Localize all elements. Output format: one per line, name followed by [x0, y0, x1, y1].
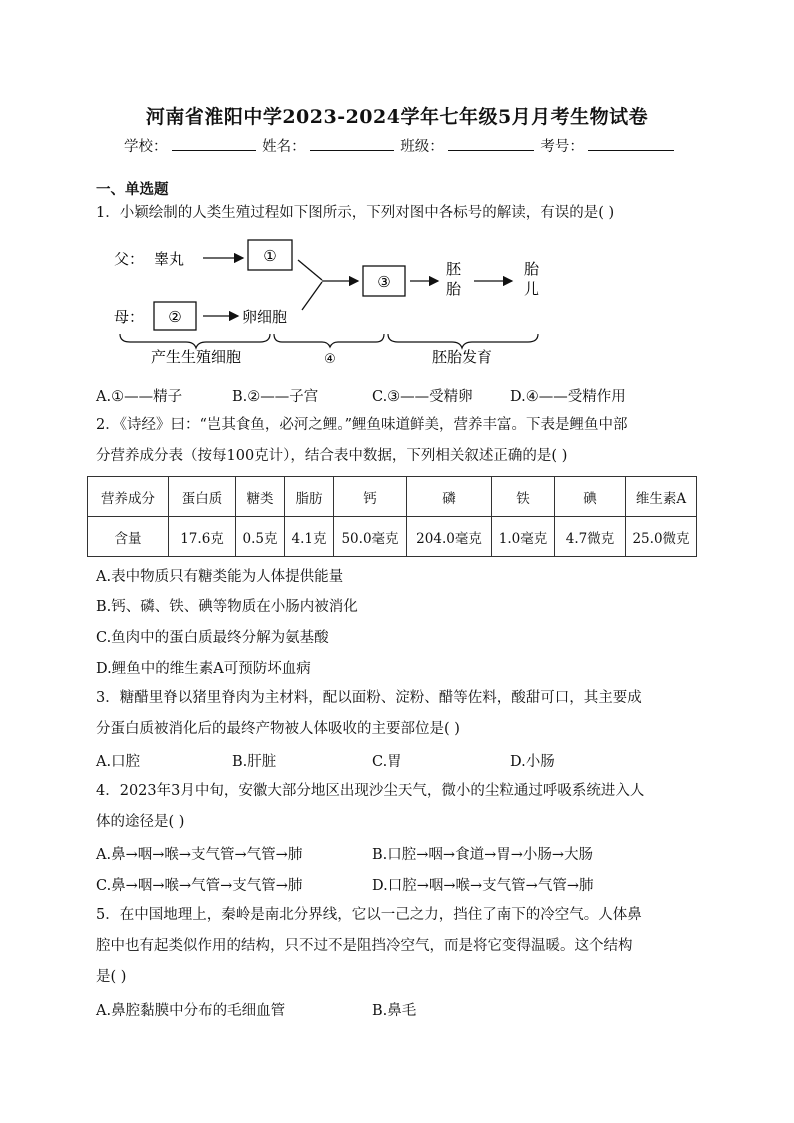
- q3-option-b[interactable]: B.肝脏: [232, 754, 277, 770]
- q1-option-a[interactable]: A.①——精子: [96, 389, 183, 405]
- egg-label: 卵细胞: [242, 308, 288, 326]
- q4-stem-line2: 体的途径是( ): [96, 814, 185, 830]
- nutrition-table: [87, 476, 697, 557]
- table-header-cell: 糖类: [236, 477, 285, 517]
- brace-fertilization: [274, 334, 384, 347]
- q4-option-b[interactable]: B.口腔→咽→食道→胃→小肠→大肠: [372, 847, 594, 863]
- mark-4: ④: [324, 352, 336, 367]
- father-label: 父：: [114, 250, 145, 268]
- q3-option-d[interactable]: D.小肠: [510, 754, 555, 770]
- table-row: [88, 517, 697, 557]
- school-label: 学校：: [124, 139, 168, 155]
- reproduction-diagram: [100, 230, 560, 380]
- class-label: 班级：: [400, 139, 444, 155]
- brace-gametes: [120, 334, 270, 348]
- table-header-cell: 蛋白质: [169, 477, 236, 517]
- q4-stem-line1: 4．2023年3月中旬，安徽大部分地区出现沙尘天气，微小的尘粒通过呼吸系统进入人: [96, 783, 645, 799]
- q4-option-c[interactable]: C.鼻→咽→喉→气管→支气管→肺: [96, 878, 303, 894]
- table-header-cell: 脂肪: [285, 477, 334, 517]
- box-3-label: ③: [377, 273, 391, 291]
- brace-gametes-label: 产生生殖细胞: [150, 348, 242, 366]
- student-info-row: [124, 135, 676, 156]
- q3-option-a[interactable]: A.口腔: [96, 754, 141, 770]
- table-cell: 17.6克: [169, 517, 236, 557]
- table-header-row: [88, 477, 697, 517]
- q2-stem-line1: 2．《诗经》曰：“岂其食鱼，必河之鲤。”鲤鱼味道鲜美，营养丰富。下表是鲤鱼中部: [96, 417, 628, 433]
- number-label: 考号：: [540, 139, 584, 155]
- line-sperm: [298, 260, 322, 280]
- q5-stem-line1: 5．在中国地理上，秦岭是南北分界线，它以一己之力，挡住了南下的冷空气。人体鼻: [96, 907, 642, 923]
- fetus-char-2: 儿: [524, 280, 540, 298]
- q2-option-b[interactable]: B.钙、磷、铁、碘等物质在小肠内被消化: [96, 599, 358, 615]
- box-1-label: ①: [263, 247, 277, 265]
- testis-label: 睾丸: [154, 250, 185, 268]
- table-header-cell: 营养成分: [88, 477, 169, 517]
- table-cell: 含量: [88, 517, 169, 557]
- q2-stem-line2: 分营养成分表（按每100克计），结合表中数据，下列相关叙述正确的是( ): [96, 448, 568, 464]
- table-header-cell: 碘: [555, 477, 626, 517]
- brace-development: [388, 334, 538, 348]
- q4-option-d[interactable]: D.口腔→咽→喉→支气管→气管→肺: [372, 878, 594, 894]
- name-label: 姓名：: [262, 139, 306, 155]
- embryo-char-2: 胎: [446, 280, 462, 298]
- q1-stem: 1．小颖绘制的人类生殖过程如下图所示，下列对图中各标号的解读，有误的是( ): [96, 205, 615, 221]
- q2-option-d[interactable]: D.鲤鱼中的维生素A可预防坏血病: [96, 661, 311, 677]
- q3-stem-line1: 3．糖醋里脊以猪里脊肉为主材料，配以面粉、淀粉、醋等佐料，酸甜可口，其主要成: [96, 690, 642, 706]
- name-blank[interactable]: [310, 136, 394, 151]
- table-cell: 1.0毫克: [492, 517, 555, 557]
- q1-option-b[interactable]: B.②——子宫: [232, 389, 319, 405]
- section-title: 一、单选题: [96, 181, 169, 198]
- table-header-cell: 铁: [492, 477, 555, 517]
- q1-option-c[interactable]: C.③——受精卵: [372, 389, 473, 405]
- page-title: 河南省淮阳中学2023-2024学年七年级5月月考生物试卷: [145, 106, 649, 128]
- table-cell: 4.7微克: [555, 517, 626, 557]
- mother-label: 母：: [114, 308, 145, 326]
- school-blank[interactable]: [172, 136, 256, 151]
- table-cell: 25.0微克: [626, 517, 697, 557]
- q4-option-a[interactable]: A.鼻→咽→喉→支气管→气管→肺: [96, 847, 303, 863]
- class-blank[interactable]: [448, 136, 534, 151]
- table-cell: 0.5克: [236, 517, 285, 557]
- table-cell: 4.1克: [285, 517, 334, 557]
- embryo-char-1: 胚: [446, 260, 462, 278]
- table-header-cell: 维生素A: [626, 477, 697, 517]
- q2-option-c[interactable]: C.鱼肉中的蛋白质最终分解为氨基酸: [96, 630, 329, 646]
- table-cell: 50.0毫克: [334, 517, 407, 557]
- fetus-char-1: 胎: [524, 260, 540, 278]
- table-header-cell: 磷: [407, 477, 492, 517]
- table-cell: 204.0毫克: [407, 517, 492, 557]
- q2-option-a[interactable]: A.表中物质只有糖类能为人体提供能量: [96, 569, 344, 585]
- number-blank[interactable]: [588, 136, 674, 151]
- q1-option-d[interactable]: D.④——受精作用: [510, 389, 626, 405]
- box-2-label: ②: [168, 308, 182, 326]
- q3-option-c[interactable]: C.胃: [372, 754, 402, 770]
- q5-option-b[interactable]: B.鼻毛: [372, 1003, 417, 1019]
- line-egg: [302, 282, 322, 310]
- q5-stem-line3: 是( ): [96, 969, 127, 985]
- q5-stem-line2: 腔中也有起类似作用的结构，只不过不是阻挡冷空气，而是将它变得温暖。这个结构: [96, 938, 633, 954]
- table-header-cell: 钙: [334, 477, 407, 517]
- q5-option-a[interactable]: A.鼻腔黏膜中分布的毛细血管: [96, 1003, 286, 1019]
- brace-development-label: 胚胎发育: [431, 348, 493, 366]
- q3-stem-line2: 分蛋白质被消化后的最终产物被人体吸收的主要部位是( ): [96, 721, 460, 737]
